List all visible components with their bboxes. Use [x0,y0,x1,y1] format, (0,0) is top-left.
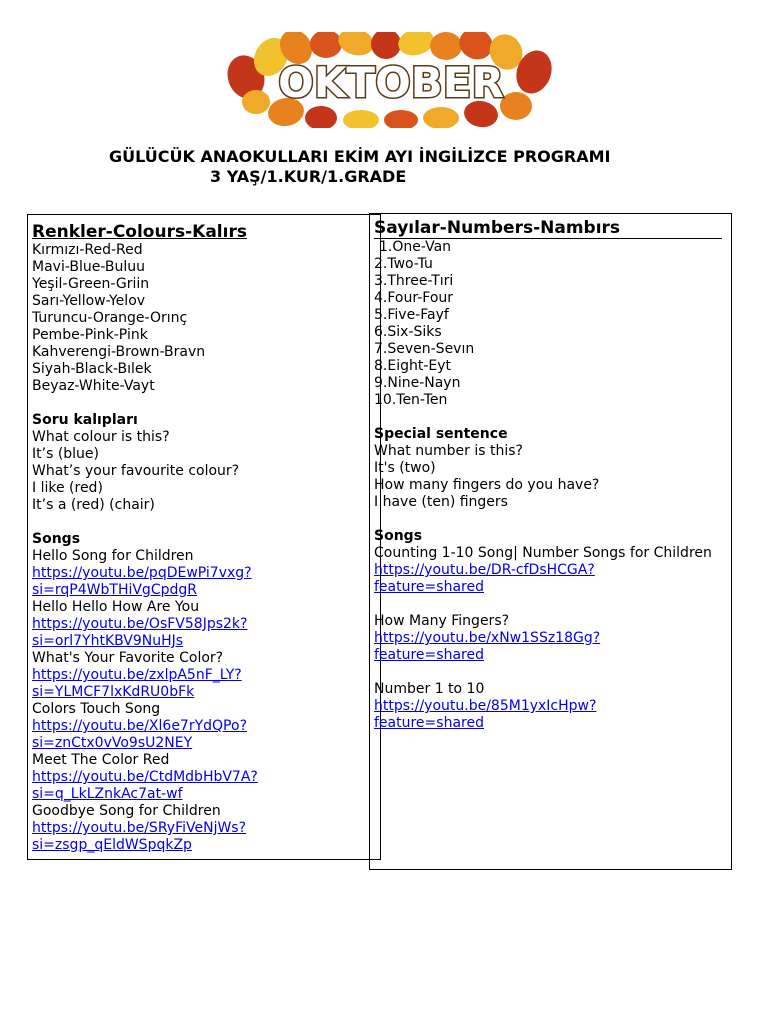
song-link[interactable]: https://youtu.be/85M1yxIcHpw? feature=shared [374,698,597,731]
question-line: It’s (blue) [32,446,99,462]
sentence-line: What number is this? [374,443,523,459]
number-item: 5.Five-Fayf [374,307,449,323]
program-subtitle: 3 YAŞ/1.KUR/1.GRADE [210,167,407,186]
song-title: Colors Touch Song [32,701,161,717]
colour-item: Turuncu-Orange-Orınç [32,310,188,326]
song-link[interactable]: https://youtu.be/SRyFiVeNjWs? si=zsgp_qEldWSpqkZp [32,820,247,853]
question-line: I like (red) [32,480,103,496]
number-item: 1.One-Van [379,239,452,255]
colours-heading: Renkler-Colours-Kalırs [32,222,247,242]
song-title: Counting 1-10 Song| Number Songs for Children [374,545,712,561]
question-line: It’s a (red) (chair) [32,497,155,513]
colour-item: Sarı-Yellow-Yelov [32,293,146,309]
song-link[interactable]: https://youtu.be/pqDEwPi7vxg? si=rqP4WbTHiVgCpdgR [32,565,252,598]
question-line: What’s your favourite colour? [32,463,240,479]
song-link[interactable]: https://youtu.be/OsFV58Jps2k? si=orl7YhtKBV9NuHJs [32,616,248,649]
songs-heading: Songs [374,528,423,544]
song-link[interactable]: https://youtu.be/DR-cfDsHCGA? feature=shared [374,562,595,595]
numbers-column [374,218,726,732]
song-link[interactable]: https://youtu.be/zxlpA5nF_LY? si=YLMCF7lxKdRU0bFk [32,667,242,700]
colour-item: Beyaz-White-Vayt [32,378,155,394]
colour-item: Kırmızı-Red-Red [32,242,143,258]
number-item: 8.Eight-Eyt [374,358,452,374]
colour-item: Siyah-Black-Bılek [32,361,152,377]
special-sentence-heading: Special sentence [374,426,508,442]
oktober-banner-image [226,32,556,128]
numbers-list [374,239,726,409]
colour-item: Yeşil-Green-Griin [32,276,150,292]
sentence-line: How many fingers do you have? [374,477,600,493]
song-title: Meet The Color Red [32,752,170,768]
colours-list [32,242,377,395]
sentence-line: I have (ten) fingers [374,494,508,510]
song-title: What's Your Favorite Color? [32,650,224,666]
numbers-heading: Sayılar-Numbers-Nambırs [374,218,722,239]
number-item: 2.Two-Tu [374,256,433,272]
number-item: 4.Four-Four [374,290,454,306]
program-title: GÜLÜCÜK ANAOKULLARI EKİM AYI İNGİLİZCE PROGRAMI [109,147,611,166]
song-title: How Many Fingers? [374,613,510,629]
song-link[interactable]: https://youtu.be/Xl6e7rYdQPo? si=znCtx0vVo9sU2NEY [32,718,247,751]
colour-item: Mavi-Blue-Buluu [32,259,146,275]
song-title: Goodbye Song for Children [32,803,221,819]
number-item: 10.Ten-Ten [374,392,448,408]
colour-item: Kahverengi-Brown-Bravn [32,344,206,360]
questions-heading: Soru kalıpları [32,412,138,428]
song-title: Hello Hello How Are You [32,599,200,615]
number-item: 3.Three-Tıri [374,273,454,289]
colour-item: Pembe-Pink-Pink [32,327,148,343]
songs-heading: Songs [32,531,81,547]
song-link[interactable]: https://youtu.be/CtdMdbHbV7A? si=q_LkLZnkAc7at-wf [32,769,258,802]
question-line: What colour is this? [32,429,170,445]
banner-title: OKTOBER [278,58,504,107]
song-link[interactable]: https://youtu.be/xNw1SSz18Gg? feature=shared [374,630,601,663]
number-item: 6.Six-Siks [374,324,442,340]
song-title: Hello Song for Children [32,548,194,564]
song-title: Number 1 to 10 [374,681,485,697]
number-item: 9.Nine-Nayn [374,375,461,391]
colours-column [32,222,377,854]
number-item: 7.Seven-Sevın [374,341,475,357]
sentence-line: It's (two) [374,460,436,476]
